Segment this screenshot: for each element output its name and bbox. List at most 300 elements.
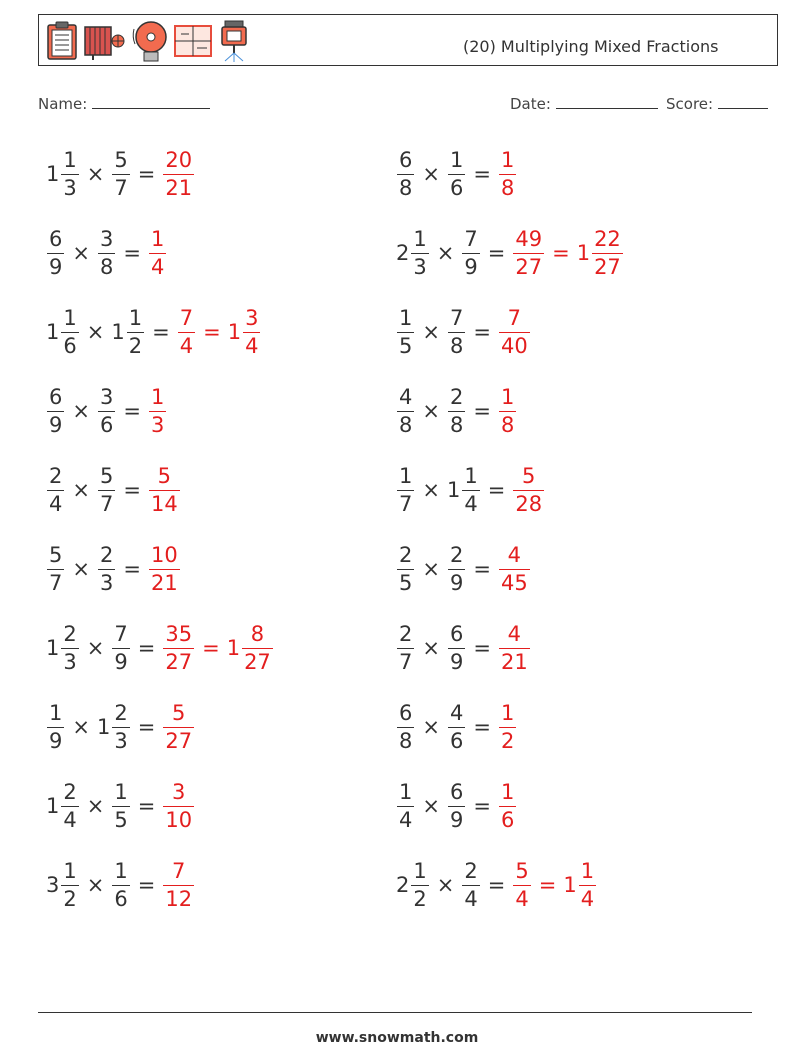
problem-item [396,221,624,285]
denominator: 3 [413,254,427,279]
numerator: 5 [49,542,63,567]
fraction [592,226,623,279]
numerator: 5 [172,700,186,725]
answer-fraction [149,226,166,279]
numerator: 3 [172,779,186,804]
mixed-number [447,305,466,358]
denominator: 45 [500,570,528,595]
answer-equals-sign: = [552,241,570,265]
mixed-number [396,542,415,595]
times-sign: × [86,873,105,897]
equals-sign: = [473,715,491,739]
numerator: 20 [165,147,193,172]
answer-fraction [163,858,194,911]
fraction [579,858,596,911]
fraction [397,779,414,832]
mixed-number [396,384,415,437]
denominator: 6 [500,807,515,832]
numerator: 49 [515,226,543,251]
numerator: 6 [49,384,63,409]
mixed-number [46,779,80,832]
fraction [448,305,465,358]
times-sign: × [422,478,440,502]
footer-divider [38,1012,752,1013]
numerator: 1 [500,384,515,409]
equals-sign: = [123,557,141,581]
mixed-number [46,858,80,911]
denominator: 6 [63,333,77,358]
numerator: 5 [114,147,128,172]
numerator: 6 [399,147,413,172]
name-label: Name: [38,95,88,113]
fraction [61,779,78,832]
numerator: 1 [150,226,165,251]
numerator: 6 [449,621,464,646]
fraction [397,621,414,674]
denominator: 7 [99,491,114,516]
numerator: 1 [413,858,427,883]
denominator: 27 [594,254,621,279]
answer-fraction [513,226,544,279]
answer-equals-sign: = [538,873,557,897]
denominator: 8 [500,175,515,200]
fraction [112,621,129,674]
numerator: 1 [150,384,165,409]
mixed-number [396,147,415,200]
numerator: 1 [580,858,595,883]
equals-sign: = [487,478,506,502]
numerator: 1 [500,779,515,804]
numerator: 7 [507,305,522,330]
clipboard-checklist-icon [45,21,79,61]
mixed-number [96,700,131,753]
equals-sign: = [137,794,156,818]
numerator: 6 [49,226,63,251]
answer-mixed-number [563,858,597,911]
numerator: 1 [128,305,143,330]
times-sign: × [72,715,90,739]
numerator: 1 [49,700,63,725]
problem-item [46,537,181,601]
equals-sign: = [473,557,491,581]
whole-part: 1 [46,636,60,660]
equals-sign: = [473,636,491,660]
whole-part: 1 [227,320,242,344]
fire-sprinkler-icon [217,19,251,63]
mixed-number [396,621,415,674]
whole-part: 1 [96,715,111,739]
denominator: 27 [244,649,271,674]
equals-sign: = [123,399,141,423]
equals-sign: = [473,320,491,344]
fraction [112,147,129,200]
fraction [397,384,414,437]
whole-part: 3 [46,873,60,897]
floor-plan-icon [173,23,213,59]
denominator: 3 [63,649,77,674]
mixed-number [461,858,480,911]
times-sign: × [86,162,105,186]
equals-sign: = [152,320,170,344]
footer-url: www.snowmath.com [315,1030,479,1046]
denominator: 4 [515,886,529,911]
denominator: 40 [500,333,528,358]
answer-fraction [513,463,544,516]
denominator: 27 [165,728,193,753]
mixed-number [97,384,116,437]
answer-mixed-number [227,305,262,358]
times-sign: × [86,320,105,344]
equals-sign: = [137,162,156,186]
denominator: 8 [399,175,413,200]
answer-fraction [163,147,194,200]
fraction [397,147,414,200]
denominator: 4 [179,333,194,358]
fraction [61,147,78,200]
fraction [397,700,414,753]
whole-part: 1 [226,636,241,660]
numerator: 1 [114,779,128,804]
mixed-number [447,384,466,437]
denominator: 8 [399,728,413,753]
denominator: 21 [150,570,178,595]
fraction [411,858,428,911]
times-sign: × [422,320,440,344]
times-sign: × [422,162,440,186]
numerator: 4 [507,621,522,646]
fraction [243,305,260,358]
numerator: 5 [99,463,114,488]
times-sign: × [422,794,440,818]
denominator: 27 [165,649,193,674]
numerator: 2 [49,463,63,488]
mixed-number [111,858,130,911]
mixed-number [46,463,65,516]
times-sign: × [422,399,440,423]
mixed-number [396,226,430,279]
denominator: 9 [114,649,128,674]
whole-part: 1 [46,162,60,186]
equals-sign: = [137,636,156,660]
denominator: 21 [165,175,193,200]
numerator: 4 [507,542,522,567]
denominator: 6 [114,886,128,911]
whole-part: 1 [446,478,461,502]
date-field [510,94,658,113]
fraction [411,226,428,279]
fraction [397,463,414,516]
times-sign: × [72,557,90,581]
answer-fraction [163,621,194,674]
numerator: 3 [99,384,114,409]
date-blank[interactable] [556,94,658,109]
denominator: 9 [449,649,464,674]
fraction [127,305,144,358]
fraction [112,779,129,832]
answer-fraction [163,700,194,753]
denominator: 2 [63,886,77,911]
score-label: Score: [666,95,714,113]
answer-fraction [499,542,530,595]
numerator: 7 [179,305,194,330]
fraction [47,226,64,279]
header-icons [45,19,251,63]
denominator: 4 [49,491,63,516]
fraction [448,542,465,595]
page-title: (20) Multiplying Mixed Fractions [463,37,719,56]
problem-item [396,537,531,601]
answer-fraction [149,542,180,595]
equals-sign: = [123,241,141,265]
answer-fraction [499,384,516,437]
equals-sign: = [123,478,141,502]
equals-sign: = [473,399,491,423]
problem-item [396,695,517,759]
fraction [47,463,64,516]
denominator: 4 [464,491,478,516]
times-sign: × [436,873,455,897]
denominator: 9 [49,412,63,437]
numerator: 1 [464,463,478,488]
numerator: 2 [399,621,413,646]
score-blank[interactable] [718,94,768,109]
fraction [462,858,479,911]
mixed-number [97,226,116,279]
denominator: 8 [399,412,413,437]
fraction [242,621,273,674]
numerator: 1 [399,463,413,488]
name-blank[interactable] [92,94,210,109]
denominator: 8 [500,412,515,437]
mixed-number [111,621,130,674]
denominator: 14 [150,491,178,516]
numerator: 6 [449,779,464,804]
mixed-number [46,226,65,279]
denominator: 7 [399,649,413,674]
whole-part: 2 [396,873,410,897]
mixed-number [446,463,481,516]
denominator: 6 [449,175,464,200]
fraction [61,305,78,358]
numerator: 7 [449,305,464,330]
fraction [61,858,78,911]
numerator: 2 [449,384,464,409]
numerator: 3 [99,226,114,251]
equals-sign: = [487,241,506,265]
denominator: 7 [399,491,413,516]
answer-fraction [513,858,530,911]
problem-item [46,221,167,285]
mixed-number [396,700,415,753]
whole-part: 1 [46,320,60,344]
equals-sign: = [137,873,156,897]
score-field [666,94,768,113]
mixed-number [447,700,466,753]
denominator: 28 [515,491,543,516]
problem-item [46,458,181,522]
fraction [47,384,64,437]
denominator: 10 [165,807,193,832]
mixed-number [111,779,130,832]
numerator: 7 [114,621,128,646]
problem-item [396,853,597,917]
denominator: 5 [399,570,413,595]
mixed-number [97,542,116,595]
numerator: 7 [464,226,478,251]
fraction [448,700,465,753]
mixed-number [396,858,430,911]
denominator: 8 [99,254,114,279]
numerator: 2 [63,779,77,804]
answer-mixed-number [226,621,274,674]
answer-fraction [163,779,194,832]
denominator: 9 [49,728,63,753]
problem-item [46,300,261,364]
mixed-number [46,542,65,595]
denominator: 9 [464,254,478,279]
mixed-number [46,305,80,358]
problem-item [46,774,195,838]
denominator: 6 [449,728,464,753]
denominator: 2 [500,728,515,753]
mixed-number [46,384,65,437]
problem-item [46,616,274,680]
answer-fraction [499,779,516,832]
denominator: 6 [99,412,114,437]
denominator: 5 [114,807,128,832]
times-sign: × [72,241,90,265]
fraction [47,700,64,753]
fraction [112,700,129,753]
problem-item [46,142,195,206]
fraction [98,463,115,516]
equals-sign: = [137,715,156,739]
problem-item [396,458,545,522]
numerator: 1 [413,226,427,251]
whole-part: 1 [111,320,125,344]
fraction [448,621,465,674]
answer-equals-sign: = [202,636,220,660]
denominator: 3 [99,570,114,595]
problem-item [46,853,195,917]
whole-part: 1 [576,241,591,265]
fraction [448,384,465,437]
numerator: 1 [63,305,77,330]
denominator: 2 [128,333,143,358]
mixed-number [396,463,415,516]
fraction [397,305,414,358]
fraction [98,384,115,437]
numerator: 1 [500,147,515,172]
fraction [47,542,64,595]
numerator: 8 [250,621,265,646]
name-field [38,94,210,113]
answer-mixed-number [576,226,624,279]
times-sign: × [422,557,440,581]
denominator: 3 [63,175,77,200]
numerator: 2 [464,858,478,883]
date-label: Date: [510,95,551,113]
numerator: 1 [399,305,413,330]
numerator: 1 [500,700,515,725]
numerator: 2 [63,621,77,646]
problem-item [46,695,195,759]
whole-part: 1 [46,794,60,818]
times-sign: × [422,636,440,660]
denominator: 7 [114,175,128,200]
times-sign: × [72,399,90,423]
denominator: 12 [165,886,193,911]
answer-fraction [499,621,530,674]
worksheet-header [38,14,778,66]
numerator: 1 [63,147,77,172]
numerator: 4 [449,700,464,725]
mixed-number [447,147,466,200]
mixed-number [46,147,80,200]
mixed-number [461,226,480,279]
numerator: 5 [522,463,536,488]
problem-item [396,774,517,838]
denominator: 21 [500,649,528,674]
numerator: 1 [114,858,128,883]
fraction [462,226,479,279]
denominator: 7 [49,570,63,595]
numerator: 2 [399,542,413,567]
answer-fraction [178,305,195,358]
fraction [462,463,479,516]
equals-sign: = [487,873,506,897]
mixed-number [46,621,80,674]
fraction [448,147,465,200]
denominator: 4 [150,254,165,279]
numerator: 6 [399,700,413,725]
problem-item [396,142,517,206]
mixed-number [97,463,116,516]
denominator: 27 [515,254,543,279]
denominator: 2 [413,886,427,911]
answer-fraction [499,147,516,200]
numerator: 3 [245,305,259,330]
answer-fraction [499,305,530,358]
fraction [98,226,115,279]
fraction [448,779,465,832]
mixed-number [46,700,65,753]
denominator: 8 [449,333,464,358]
answer-fraction [149,384,166,437]
numerator: 2 [114,700,128,725]
numerator: 5 [157,463,172,488]
numerator: 22 [594,226,621,251]
denominator: 9 [49,254,63,279]
problem-item [46,379,167,443]
denominator: 9 [449,807,464,832]
answer-fraction [499,700,516,753]
alarm-bell-icon [131,19,169,63]
fraction [61,621,78,674]
fraction [397,542,414,595]
mixed-number [111,147,130,200]
denominator: 5 [399,333,413,358]
denominator: 3 [114,728,128,753]
denominator: 4 [580,886,595,911]
denominator: 4 [63,807,77,832]
times-sign: × [86,636,105,660]
times-sign: × [422,715,440,739]
numerator: 1 [399,779,413,804]
mixed-number [396,779,415,832]
numerator: 2 [449,542,464,567]
equals-sign: = [473,794,491,818]
